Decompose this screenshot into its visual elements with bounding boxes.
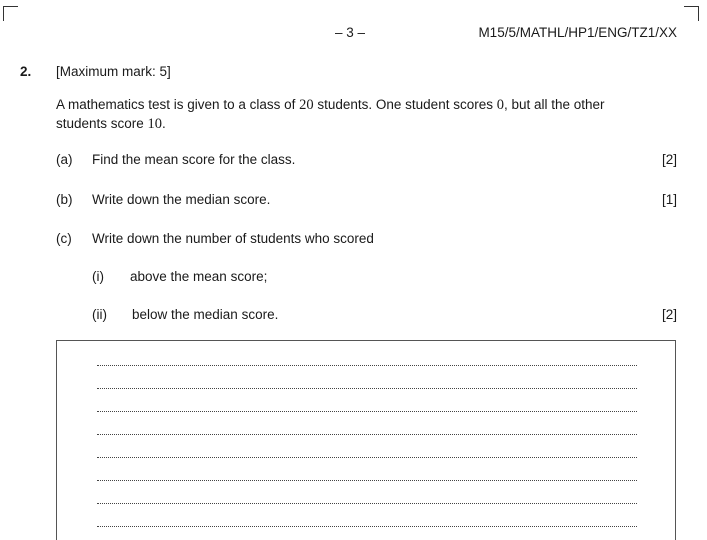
answer-line[interactable] bbox=[97, 388, 637, 389]
stem-number: 10 bbox=[147, 116, 163, 132]
answer-line[interactable] bbox=[97, 411, 637, 412]
answer-line[interactable] bbox=[97, 526, 637, 527]
part-b-label: (b) bbox=[56, 192, 73, 207]
answer-line[interactable] bbox=[97, 480, 637, 481]
stem-number: 20 bbox=[299, 97, 314, 113]
part-a-marks: [2] bbox=[661, 152, 677, 167]
stem-text: , but all the other bbox=[503, 97, 605, 112]
paper-code: M15/5/MATHL/HP1/ENG/TZ1/XX bbox=[478, 25, 677, 40]
question-stem-line-2 bbox=[56, 116, 166, 133]
answer-line[interactable] bbox=[97, 503, 637, 504]
question-stem-line-1 bbox=[56, 97, 605, 114]
crop-mark-top-left bbox=[3, 6, 18, 21]
answer-box[interactable] bbox=[56, 340, 676, 540]
stem-text: . bbox=[162, 116, 166, 131]
subpart-i-label: (i) bbox=[92, 269, 104, 284]
part-a-label: (a) bbox=[56, 152, 73, 167]
crop-mark-top-right bbox=[684, 6, 699, 21]
part-b-marks: [1] bbox=[661, 192, 677, 207]
stem-text: students. One student scores bbox=[313, 97, 497, 112]
part-c-label: (c) bbox=[56, 231, 72, 246]
page-number: – 3 – bbox=[335, 25, 366, 40]
answer-line[interactable] bbox=[97, 434, 637, 435]
question-number: 2. bbox=[20, 64, 32, 79]
answer-line[interactable] bbox=[97, 365, 637, 366]
stem-text: students score bbox=[56, 116, 148, 131]
subpart-ii-label: (ii) bbox=[92, 307, 107, 322]
subpart-ii-marks: [2] bbox=[661, 307, 677, 322]
stem-number: 0 bbox=[496, 97, 504, 113]
subpart-ii-text: below the median score. bbox=[132, 307, 279, 322]
max-mark: [Maximum mark: 5] bbox=[56, 64, 171, 79]
answer-line[interactable] bbox=[97, 457, 637, 458]
part-c-text: Write down the number of students who scored bbox=[92, 231, 374, 246]
part-b-text: Write down the median score. bbox=[92, 192, 271, 207]
subpart-i-text: above the mean score; bbox=[130, 269, 268, 284]
stem-text: A mathematics test is given to a class of bbox=[56, 97, 300, 112]
part-a-text: Find the mean score for the class. bbox=[92, 152, 296, 167]
